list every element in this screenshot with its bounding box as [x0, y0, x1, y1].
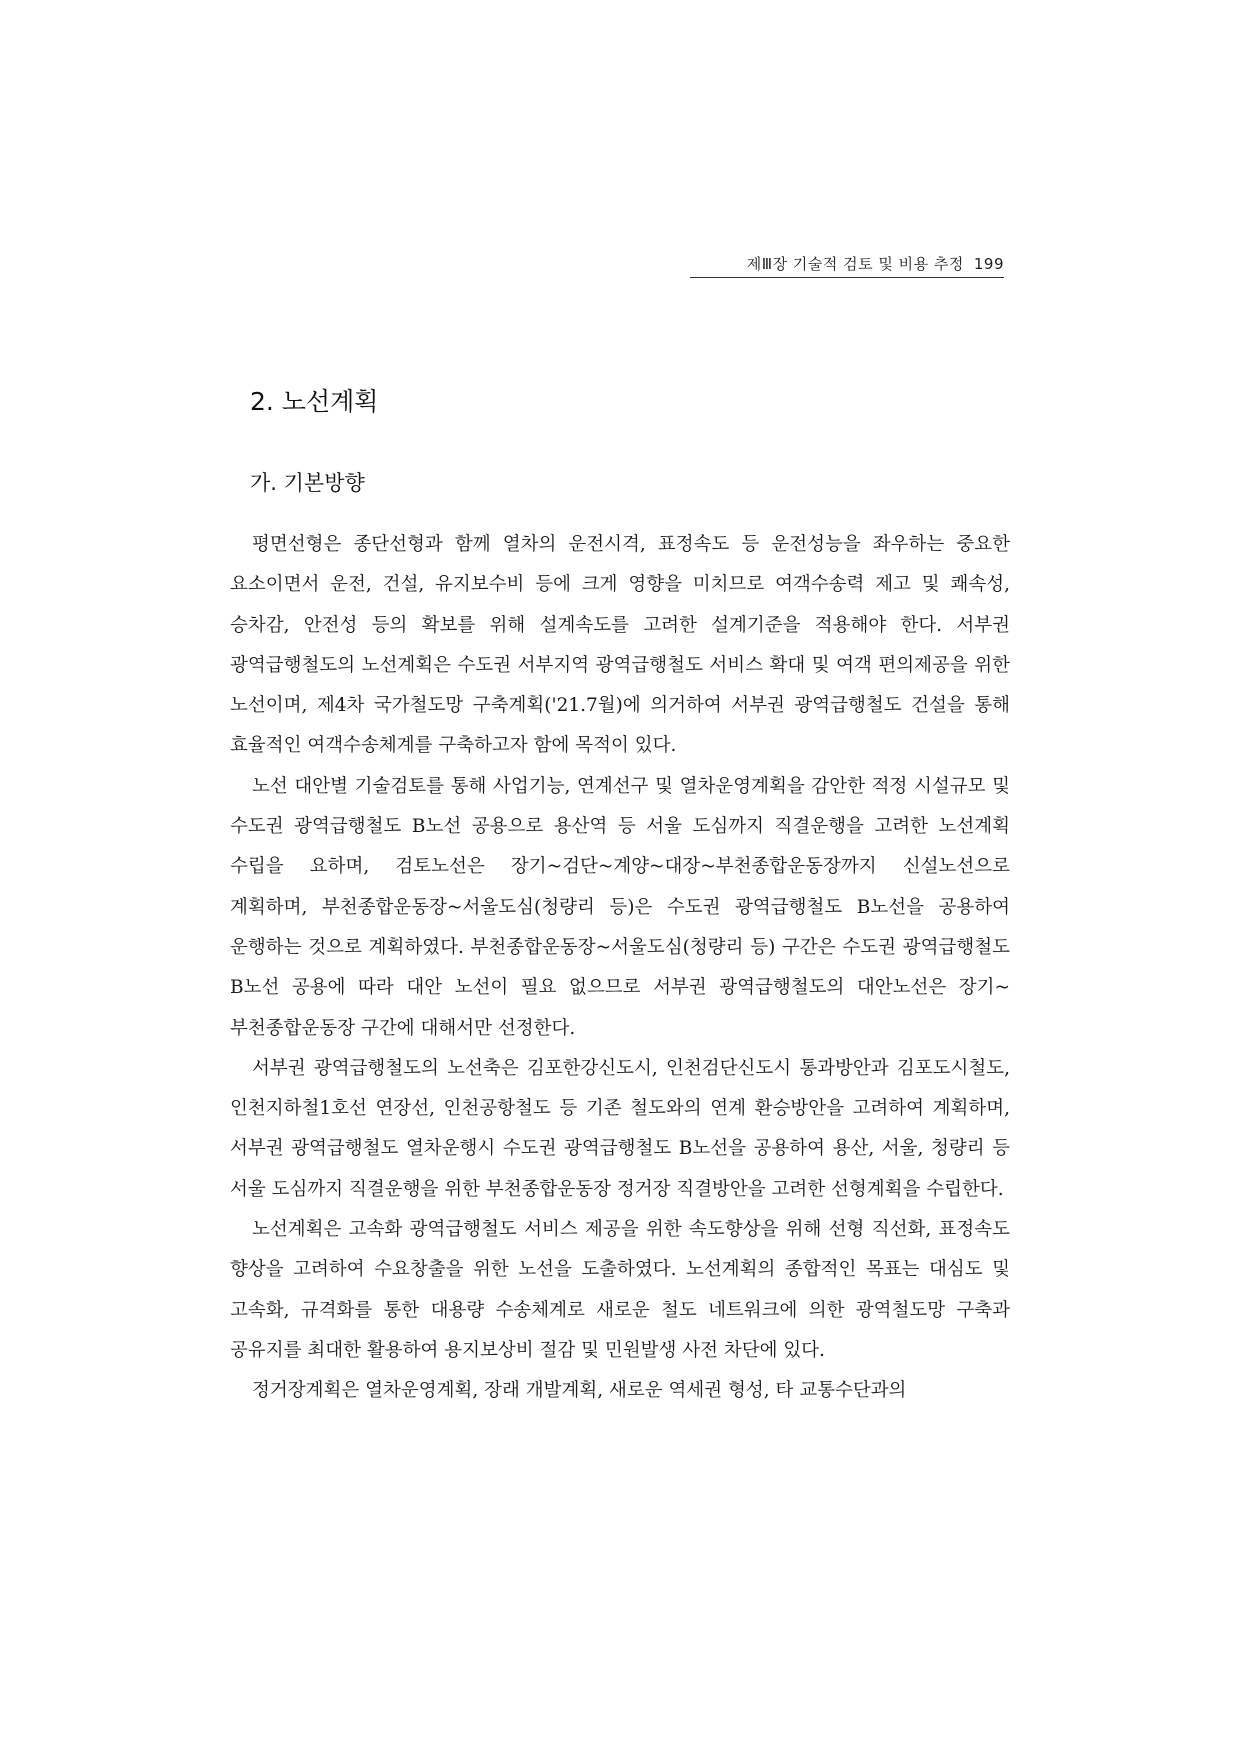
subsection-title: 가. 기본방향	[250, 471, 365, 495]
paragraph-route-objectives: 노선계획은 고속화 광역급행철도 서비스 제공을 위한 속도향상을 위해 선형 직선화, 표정속도 향상을 고려하여 수요창출을 위한 노선을 도출하였다. 노선계획의 종합적인 목표는 대심도 및 고속화, 규격화를 통한 대용량 수송체계로 새로운 철도 네트워크에 의한 광역철도망 구축과 공유지를 최대한 활용하여 용지보상비 절감 및 민원발생 사전 차단에 있다.	[230, 1219, 1010, 1361]
body-text	[230, 525, 1010, 1412]
running-header-chapter: 제Ⅲ장 기술적 검토 및 비용 추정	[746, 255, 964, 273]
paragraph-route-alternatives: 노선 대안별 기술검토를 통해 사업기능, 연계선구 및 열차운영계획을 감안한 적정 시설규모 및 수도권 광역급행철도 B노선 공용으로 용산역 등 서울 도심까지 직결운행을 고려한 노선계획 수립을 요하며, 검토노선은 장기~검단~계양~대장~부천종합운동장까지 신설노선으로 계획하며, 부천종합운동장~서울도심(청량리 등)은 수도권 광역급행철도 B노선을 공용하여 운행하는 것으로 계획하였다. 부천종합운동장~서울도심(청량리 등) 구간은 수도권 광역급행철도 B노선 공용에 따라 대안 노선이 필요 없으므로 서부권 광역급행철도의 대안노선은 장기~부천종합운동장 구간에 대해서만 선정한다.	[230, 775, 1010, 1039]
paragraph-planar-alignment: 평면선형은 종단선형과 함께 열차의 운전시격, 표정속도 등 운전성능을 좌우하는 중요한 요소이면서 운전, 건설, 유지보수비 등에 크게 영향을 미치므로 여객수송력 제고 및 쾌속성, 승차감, 안전성 등의 확보를 위해 설계속도를 고려한 설계기준을 적용해야 한다. 서부권 광역급행철도의 노선계획은 수도권 서부지역 광역급행철도 서비스 확대 및 여객 편의제공을 위한 노선이며, 제4차 국가철도망 구축계획('21.7월)에 의거하여 서부권 광역급행철도 건설을 통해 효율적인 여객수송체계를 구축하고자 함에 목적이 있다.	[230, 534, 1010, 757]
running-header	[690, 254, 1004, 278]
page-number: 199	[973, 255, 1004, 273]
paragraph-route-axis: 서부권 광역급행철도의 노선축은 김포한강신도시, 인천검단신도시 통과방안과 김포도시철도, 인천지하철1호선 연장선, 인천공항철도 등 기존 철도와의 연계 환승방안을 고려하여 계획하며, 서부권 광역급행철도 열차운행시 수도권 광역급행철도 B노선을 공용하여 용산, 서울, 청량리 등 서울 도심까지 직결운행을 위한 부천종합운동장 정거장 직결방안을 고려한 선형계획을 수립한다.	[230, 1057, 1010, 1200]
section-title: 2. 노선계획	[250, 387, 379, 416]
paragraph-station-plan: 정거장계획은 열차운영계획, 장래 개발계획, 새로운 역세권 형성, 타 교통수단과의	[252, 1380, 907, 1402]
